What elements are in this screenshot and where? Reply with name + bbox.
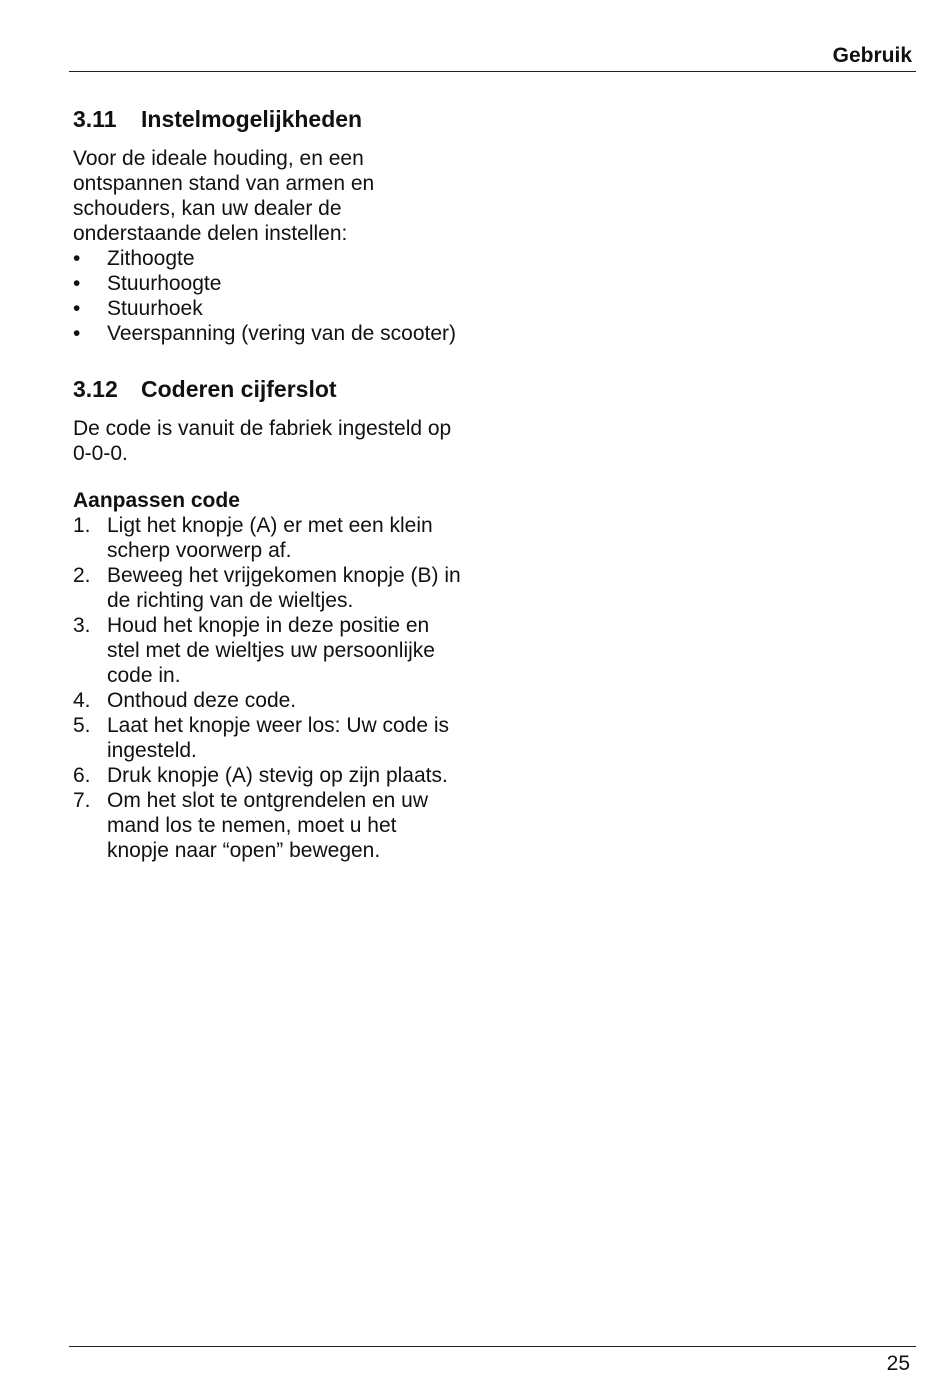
- list-item: • Zithoogte: [73, 247, 195, 270]
- footer-divider: [69, 1346, 916, 1347]
- list-item: 7. Om het slot te ontgrendelen en uw mand los te nemen, moet u het knopje naar “open” bewegen.: [73, 789, 429, 862]
- list-item: 1. Ligt het knopje (A) er met een klein scherp voorwerp af.: [73, 514, 433, 562]
- step-number: 4.: [73, 689, 91, 712]
- section-number: 3.11: [73, 106, 117, 132]
- bullet-icon: •: [73, 247, 81, 270]
- adjustment-list: [73, 246, 463, 346]
- list-item: • Stuurhoek: [73, 297, 203, 320]
- page-content: [73, 104, 463, 863]
- step-number: 1.: [73, 514, 91, 537]
- section-heading: [73, 104, 463, 134]
- bullet-icon: •: [73, 322, 81, 345]
- section-coderen-cijferslot: [73, 374, 463, 863]
- section-number: 3.12: [73, 376, 118, 402]
- step-number: 2.: [73, 564, 91, 587]
- bullet-icon: •: [73, 297, 81, 320]
- section-title: Coderen cijferslot: [141, 376, 337, 402]
- step-number: 6.: [73, 764, 91, 787]
- list-item: 5. Laat het knopje weer los: Uw code is ingesteld.: [73, 714, 450, 762]
- section-instelmogelijkheden: [73, 104, 463, 346]
- header-title: Gebruik: [832, 44, 912, 67]
- step-number: 7.: [73, 789, 91, 812]
- bullet-icon: •: [73, 272, 81, 295]
- section-title: Instelmogelijkheden: [141, 106, 363, 132]
- section-intro: Voor de ideale houding, en een ontspannen stand van armen en schouders, kan uw dealer de onderstaande delen instellen:: [73, 147, 375, 245]
- page-number: 25: [886, 1352, 910, 1375]
- list-item: 6. Druk knopje (A) stevig op zijn plaats.: [73, 764, 448, 787]
- subheading: Aanpassen code: [73, 489, 240, 512]
- list-item: 4. Onthoud deze code.: [73, 689, 297, 712]
- steps-list: [73, 513, 463, 863]
- step-number: 3.: [73, 614, 91, 637]
- list-item: 3. Houd het knopje in deze positie en stel met de wieltjes uw persoonlijke code in.: [73, 614, 435, 687]
- section-intro: De code is vanuit de fabriek ingesteld op 0-0-0.: [73, 417, 452, 465]
- section-heading: [73, 374, 463, 404]
- list-item: • Veerspanning (vering van de scooter): [73, 322, 457, 345]
- header-divider: [69, 71, 916, 72]
- list-item: 2. Beweeg het vrijgekomen knopje (B) in de richting van de wieltjes.: [73, 564, 461, 612]
- list-item: • Stuurhoogte: [73, 272, 222, 295]
- step-number: 5.: [73, 714, 91, 737]
